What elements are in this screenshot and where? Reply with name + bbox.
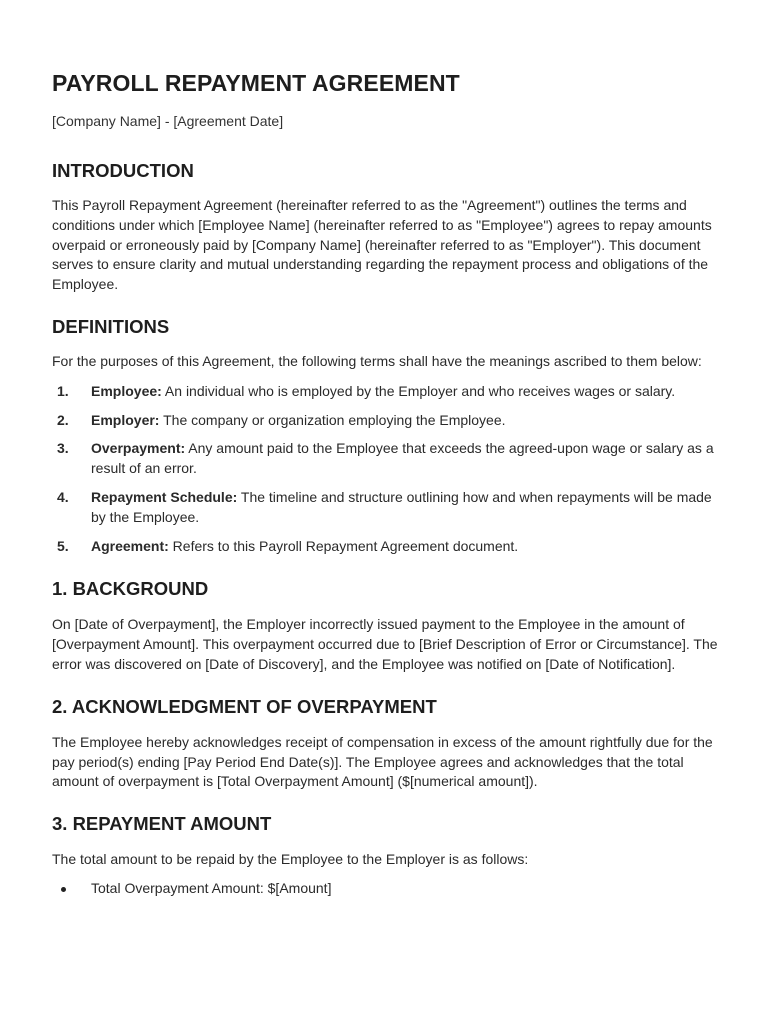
definition-text: Refers to this Payroll Repayment Agreement document.	[168, 537, 519, 554]
definition-term: Employer:	[91, 411, 160, 428]
repayment-heading: 3. REPAYMENT AMOUNT	[52, 813, 272, 835]
definition-number: 1.	[57, 382, 69, 399]
definition-number: 3.	[57, 440, 69, 457]
document-subtitle: [Company Name] - [Agreement Date]	[52, 113, 284, 129]
repayment-bullets	[52, 879, 718, 899]
definitions-heading: DEFINITIONS	[52, 315, 170, 337]
definition-item	[52, 439, 718, 479]
definition-term: Agreement:	[91, 537, 169, 554]
definition-term: Employee:	[91, 382, 162, 399]
introduction-heading: INTRODUCTION	[52, 160, 194, 181]
background-heading: 1. BACKGROUND	[52, 578, 209, 600]
definition-text: The timeline and structure outlining how and when repayments will be made by the Employee.	[91, 488, 712, 525]
definition-item	[52, 411, 718, 431]
background-text: On [Date of Overpayment], the Employer incorrectly issued payment to the Employee in the amount of [Overpayment Amount]. This overpayment occurred due to [Brief Description of Error or Circumstance]. The error was discovered on [Date of Discovery], and the Employee was notified on [Date of Notification].	[52, 616, 718, 672]
definition-term: Overpayment:	[91, 440, 186, 457]
acknowledgment-heading: 2. ACKNOWLEDGMENT OF OVERPAYMENT	[52, 695, 437, 717]
introduction-text: This Payroll Repayment Agreement (hereinafter referred to as the "Agreement") outlines the terms and conditions under which [Employee Name] (hereinafter referred to as "Employee") agrees to repay amounts overpaid or erroneously paid by [Company Name] (hereinafter referred to as "Employer"). This document serves to ensure clarity and mutual understanding regarding the repayment process and obligations of the Employee.	[52, 197, 712, 293]
definition-item	[52, 537, 718, 557]
acknowledgment-text: The Employee hereby acknowledges receipt of compensation in excess of the amount rightfully due for the pay period(s) ending [Pay Period End Date(s)]. The Employee agrees and acknowledges that the total amount of overpayment is [Total Overpayment Amount] ($[numerical amount]).	[52, 733, 713, 790]
document-title: PAYROLL REPAYMENT AGREEMENT	[52, 70, 460, 96]
bullet-dot-icon	[61, 887, 66, 892]
definition-item	[52, 382, 718, 402]
definition-term: Repayment Schedule:	[91, 488, 238, 505]
definitions-list	[52, 382, 718, 557]
bullet-item	[52, 879, 718, 899]
definition-number: 5.	[57, 537, 69, 554]
definition-number: 2.	[57, 411, 69, 428]
definition-text: An individual who is employed by the Employer and who receives wages or salary.	[161, 382, 676, 399]
definition-text: The company or organization employing the Employee.	[159, 411, 506, 428]
definition-number: 4.	[57, 488, 69, 505]
repayment-intro: The total amount to be repaid by the Employee to the Employer is as follows:	[52, 851, 529, 868]
bullet-text: Total Overpayment Amount: $[Amount]	[91, 879, 332, 896]
definitions-intro: For the purposes of this Agreement, the following terms shall have the meanings ascribed to them below:	[52, 352, 702, 369]
definition-text: Any amount paid to the Employee that exceeds the agreed-upon wage or salary as a result of an error.	[91, 440, 714, 477]
definition-item	[52, 488, 718, 528]
